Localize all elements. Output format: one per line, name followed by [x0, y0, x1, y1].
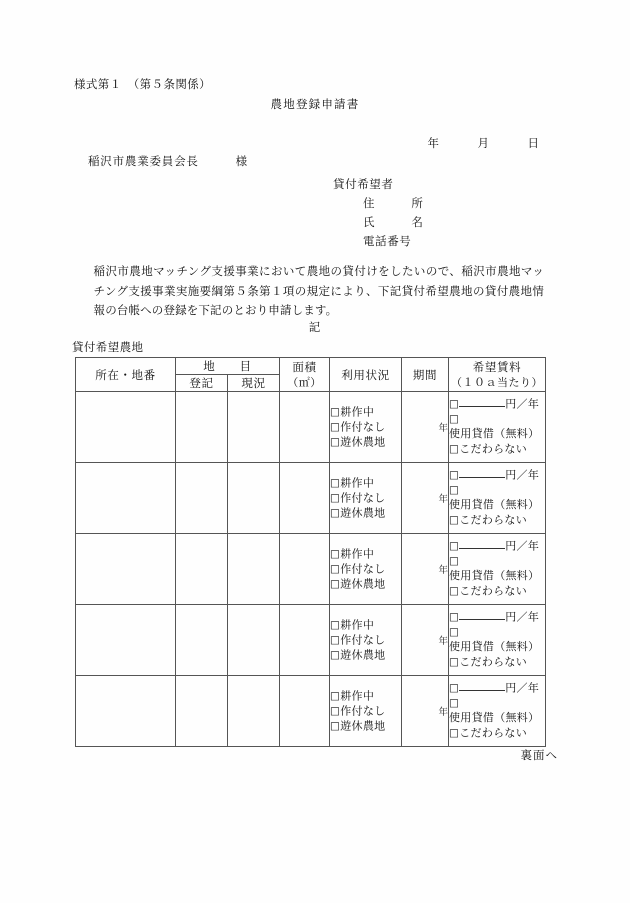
use-option-label: 耕作中	[340, 476, 375, 489]
use-option[interactable]	[330, 420, 401, 435]
form-code-label: 様式第１ （第５条関係）	[74, 77, 212, 91]
header-rent-unit: （１０ａ当たり）	[451, 375, 543, 389]
cell-category-current[interactable]	[228, 676, 280, 747]
table-row	[76, 392, 546, 463]
rent-amount-input[interactable]	[459, 619, 505, 620]
period-unit-label: 年	[438, 565, 448, 576]
checkbox-icon[interactable]: □	[330, 476, 341, 489]
checkbox-icon[interactable]: □	[449, 726, 460, 739]
use-option[interactable]	[330, 577, 401, 592]
cell-location[interactable]	[76, 534, 176, 605]
checkbox-icon[interactable]: □	[330, 420, 341, 433]
rent-amount-input[interactable]	[459, 477, 505, 478]
cell-use-status	[330, 392, 402, 463]
cell-use-status	[330, 605, 402, 676]
table-row	[76, 463, 546, 534]
rent-amount-option[interactable]	[449, 397, 545, 412]
table-row	[76, 534, 546, 605]
checkbox-icon[interactable]: □	[330, 435, 341, 448]
use-option-label: 耕作中	[340, 618, 375, 631]
header-location: 所在・地番	[76, 358, 176, 392]
use-option-label: 作付なし	[340, 420, 386, 433]
checkbox-icon[interactable]: □	[449, 469, 460, 482]
checkbox-icon[interactable]: □	[449, 484, 460, 497]
cell-area[interactable]	[280, 605, 330, 676]
applicant-address-label: 住 所	[363, 196, 424, 210]
period-unit-label: 年	[438, 636, 448, 647]
use-option-label: 遊休農地	[340, 719, 386, 732]
use-option[interactable]	[330, 506, 401, 521]
checkbox-icon[interactable]: □	[330, 547, 341, 560]
cell-period[interactable]	[402, 676, 449, 747]
checkbox-icon[interactable]: □	[330, 648, 341, 661]
use-option-label: 遊休農地	[340, 435, 386, 448]
cell-rent	[449, 605, 546, 676]
rent-option[interactable]	[449, 513, 545, 528]
cell-category-registered[interactable]	[176, 534, 228, 605]
use-option-label: 耕作中	[340, 547, 375, 560]
header-area	[280, 358, 330, 392]
header-area-text: 面積	[292, 359, 317, 374]
cell-area[interactable]	[280, 463, 330, 534]
ki-mark: 記	[308, 320, 322, 334]
header-use-status: 利用状況	[330, 358, 402, 392]
footer-note: 裏面へ	[520, 748, 558, 762]
use-option[interactable]	[330, 618, 401, 633]
rent-option[interactable]	[449, 726, 545, 741]
use-option[interactable]	[330, 704, 401, 719]
checkbox-icon[interactable]: □	[330, 577, 341, 590]
body-paragraph-text: 稲沢市農地マッチング支援事業において農地の貸付けをしたいので、稲沢市農地マッチング支援事業実施要綱第５条第１項の規定により、下記貸付希望農地の貸付農地情報の台帳への登録を下記のとおり申請します。	[93, 264, 544, 317]
cell-category-current[interactable]	[228, 463, 280, 534]
checkbox-icon[interactable]: □	[330, 562, 341, 575]
checkbox-icon[interactable]: □	[449, 584, 460, 597]
cell-location[interactable]	[76, 463, 176, 534]
cell-category-current[interactable]	[228, 605, 280, 676]
use-option[interactable]	[330, 547, 401, 562]
use-option[interactable]	[330, 491, 401, 506]
cell-rent	[449, 463, 546, 534]
rent-option-label: こだわらない	[459, 513, 528, 527]
use-option[interactable]	[330, 689, 401, 704]
checkbox-icon[interactable]: □	[449, 682, 460, 695]
rent-option-label: 使用貸借（無料）	[449, 498, 540, 512]
checkbox-icon[interactable]: □	[330, 704, 341, 717]
rent-option-label: 使用貸借（無料）	[449, 569, 540, 583]
rent-option[interactable]	[449, 625, 545, 655]
table-label: 貸付希望農地	[72, 340, 144, 354]
cell-use-status	[330, 676, 402, 747]
cell-location[interactable]	[76, 392, 176, 463]
use-option[interactable]	[330, 633, 401, 648]
use-option-label: 作付なし	[340, 704, 386, 717]
cell-category-registered[interactable]	[176, 676, 228, 747]
use-option-label: 耕作中	[340, 405, 375, 418]
checkbox-icon[interactable]: □	[449, 655, 460, 668]
header-rent	[449, 358, 546, 392]
period-unit-label: 年	[438, 423, 448, 434]
rent-amount-input[interactable]	[459, 406, 505, 407]
period-unit-label: 年	[438, 494, 448, 505]
header-category: 地 目	[176, 358, 280, 375]
cell-rent	[449, 534, 546, 605]
table-head	[76, 358, 546, 392]
rent-option-label: 使用貸借（無料）	[449, 427, 540, 441]
checkbox-icon[interactable]: □	[449, 697, 460, 710]
cell-period[interactable]	[402, 392, 449, 463]
cell-category-registered[interactable]	[176, 605, 228, 676]
cell-period[interactable]	[402, 605, 449, 676]
rent-amount-suffix: 円／年	[505, 539, 540, 553]
cell-location[interactable]	[76, 676, 176, 747]
cell-area[interactable]	[280, 392, 330, 463]
table-header-row	[76, 358, 546, 375]
rent-amount-option[interactable]	[449, 468, 545, 483]
use-option[interactable]	[330, 405, 401, 420]
rent-amount-suffix: 円／年	[505, 610, 540, 624]
period-unit-label: 年	[438, 707, 448, 718]
cell-rent	[449, 392, 546, 463]
cell-category-current[interactable]	[228, 392, 280, 463]
rent-amount-input[interactable]	[459, 548, 505, 549]
use-option-label: 遊休農地	[340, 506, 386, 519]
table-body	[76, 392, 546, 747]
rent-option[interactable]	[449, 655, 545, 670]
checkbox-icon[interactable]: □	[330, 506, 341, 519]
applicant-block	[333, 175, 424, 251]
checkbox-icon[interactable]: □	[449, 398, 460, 411]
checkbox-icon[interactable]: □	[330, 618, 341, 631]
applicant-phone-label: 電話番号	[363, 234, 412, 248]
rent-option-label: 使用貸借（無料）	[449, 640, 540, 654]
rent-amount-suffix: 円／年	[505, 397, 540, 411]
table-row	[76, 605, 546, 676]
cell-period[interactable]	[402, 534, 449, 605]
header-period: 期間	[402, 358, 449, 392]
use-option[interactable]	[330, 476, 401, 491]
rent-option[interactable]	[449, 412, 545, 442]
applicant-name-label: 氏 名	[363, 215, 424, 229]
cell-period[interactable]	[402, 463, 449, 534]
checkbox-icon[interactable]: □	[449, 540, 460, 553]
rent-option-label: 使用貸借（無料）	[449, 711, 540, 725]
rent-option[interactable]	[449, 584, 545, 599]
land-table	[75, 357, 546, 747]
rent-option-label: こだわらない	[459, 726, 528, 740]
use-option-label: 遊休農地	[340, 577, 386, 590]
use-option[interactable]	[330, 719, 401, 734]
checkbox-icon[interactable]: □	[330, 633, 341, 646]
checkbox-icon[interactable]: □	[330, 719, 341, 732]
use-option-label: 作付なし	[340, 562, 386, 575]
use-option-label: 遊休農地	[340, 648, 386, 661]
use-option-label: 耕作中	[340, 689, 375, 702]
checkbox-icon[interactable]: □	[449, 513, 460, 526]
addressee-line: 稲沢市農業委員会長 様	[88, 154, 248, 168]
cell-area[interactable]	[280, 676, 330, 747]
rent-amount-suffix: 円／年	[505, 681, 540, 695]
rent-option[interactable]	[449, 696, 545, 726]
rent-option-label: こだわらない	[459, 442, 528, 456]
checkbox-icon[interactable]: □	[449, 413, 460, 426]
cell-rent	[449, 676, 546, 747]
checkbox-icon[interactable]: □	[449, 555, 460, 568]
header-area-unit: （㎡）	[287, 375, 322, 389]
checkbox-icon[interactable]: □	[449, 626, 460, 639]
cell-location[interactable]	[76, 605, 176, 676]
cell-category-registered[interactable]	[176, 392, 228, 463]
rent-option[interactable]	[449, 483, 545, 513]
use-option[interactable]	[330, 648, 401, 663]
rent-amount-suffix: 円／年	[505, 468, 540, 482]
checkbox-icon[interactable]: □	[449, 442, 460, 455]
rent-amount-option[interactable]	[449, 681, 545, 696]
rent-option[interactable]	[449, 442, 545, 457]
rent-option-label: こだわらない	[459, 584, 528, 598]
use-option[interactable]	[330, 562, 401, 577]
rent-amount-option[interactable]	[449, 610, 545, 625]
header-category-registered: 登記	[176, 375, 228, 392]
checkbox-icon[interactable]: □	[449, 611, 460, 624]
table-row	[76, 676, 546, 747]
cell-use-status	[330, 463, 402, 534]
checkbox-icon[interactable]: □	[330, 491, 341, 504]
checkbox-icon[interactable]: □	[330, 689, 341, 702]
use-option-label: 作付なし	[340, 491, 386, 504]
date-line: 年 月 日	[427, 136, 540, 150]
body-paragraph	[74, 262, 544, 321]
rent-amount-input[interactable]	[459, 690, 505, 691]
header-rent-text: 希望賃料	[472, 359, 522, 374]
document-title: 農地登録申請書	[270, 97, 360, 111]
rent-option-label: こだわらない	[459, 655, 528, 669]
rent-amount-option[interactable]	[449, 539, 545, 554]
applicant-heading: 貸付希望者	[333, 177, 394, 191]
cell-use-status	[330, 534, 402, 605]
cell-category-registered[interactable]	[176, 463, 228, 534]
checkbox-icon[interactable]: □	[330, 405, 341, 418]
use-option-label: 作付なし	[340, 633, 386, 646]
header-category-current: 現況	[228, 375, 280, 392]
use-option[interactable]	[330, 435, 401, 450]
cell-area[interactable]	[280, 534, 330, 605]
cell-category-current[interactable]	[228, 534, 280, 605]
rent-option[interactable]	[449, 554, 545, 584]
